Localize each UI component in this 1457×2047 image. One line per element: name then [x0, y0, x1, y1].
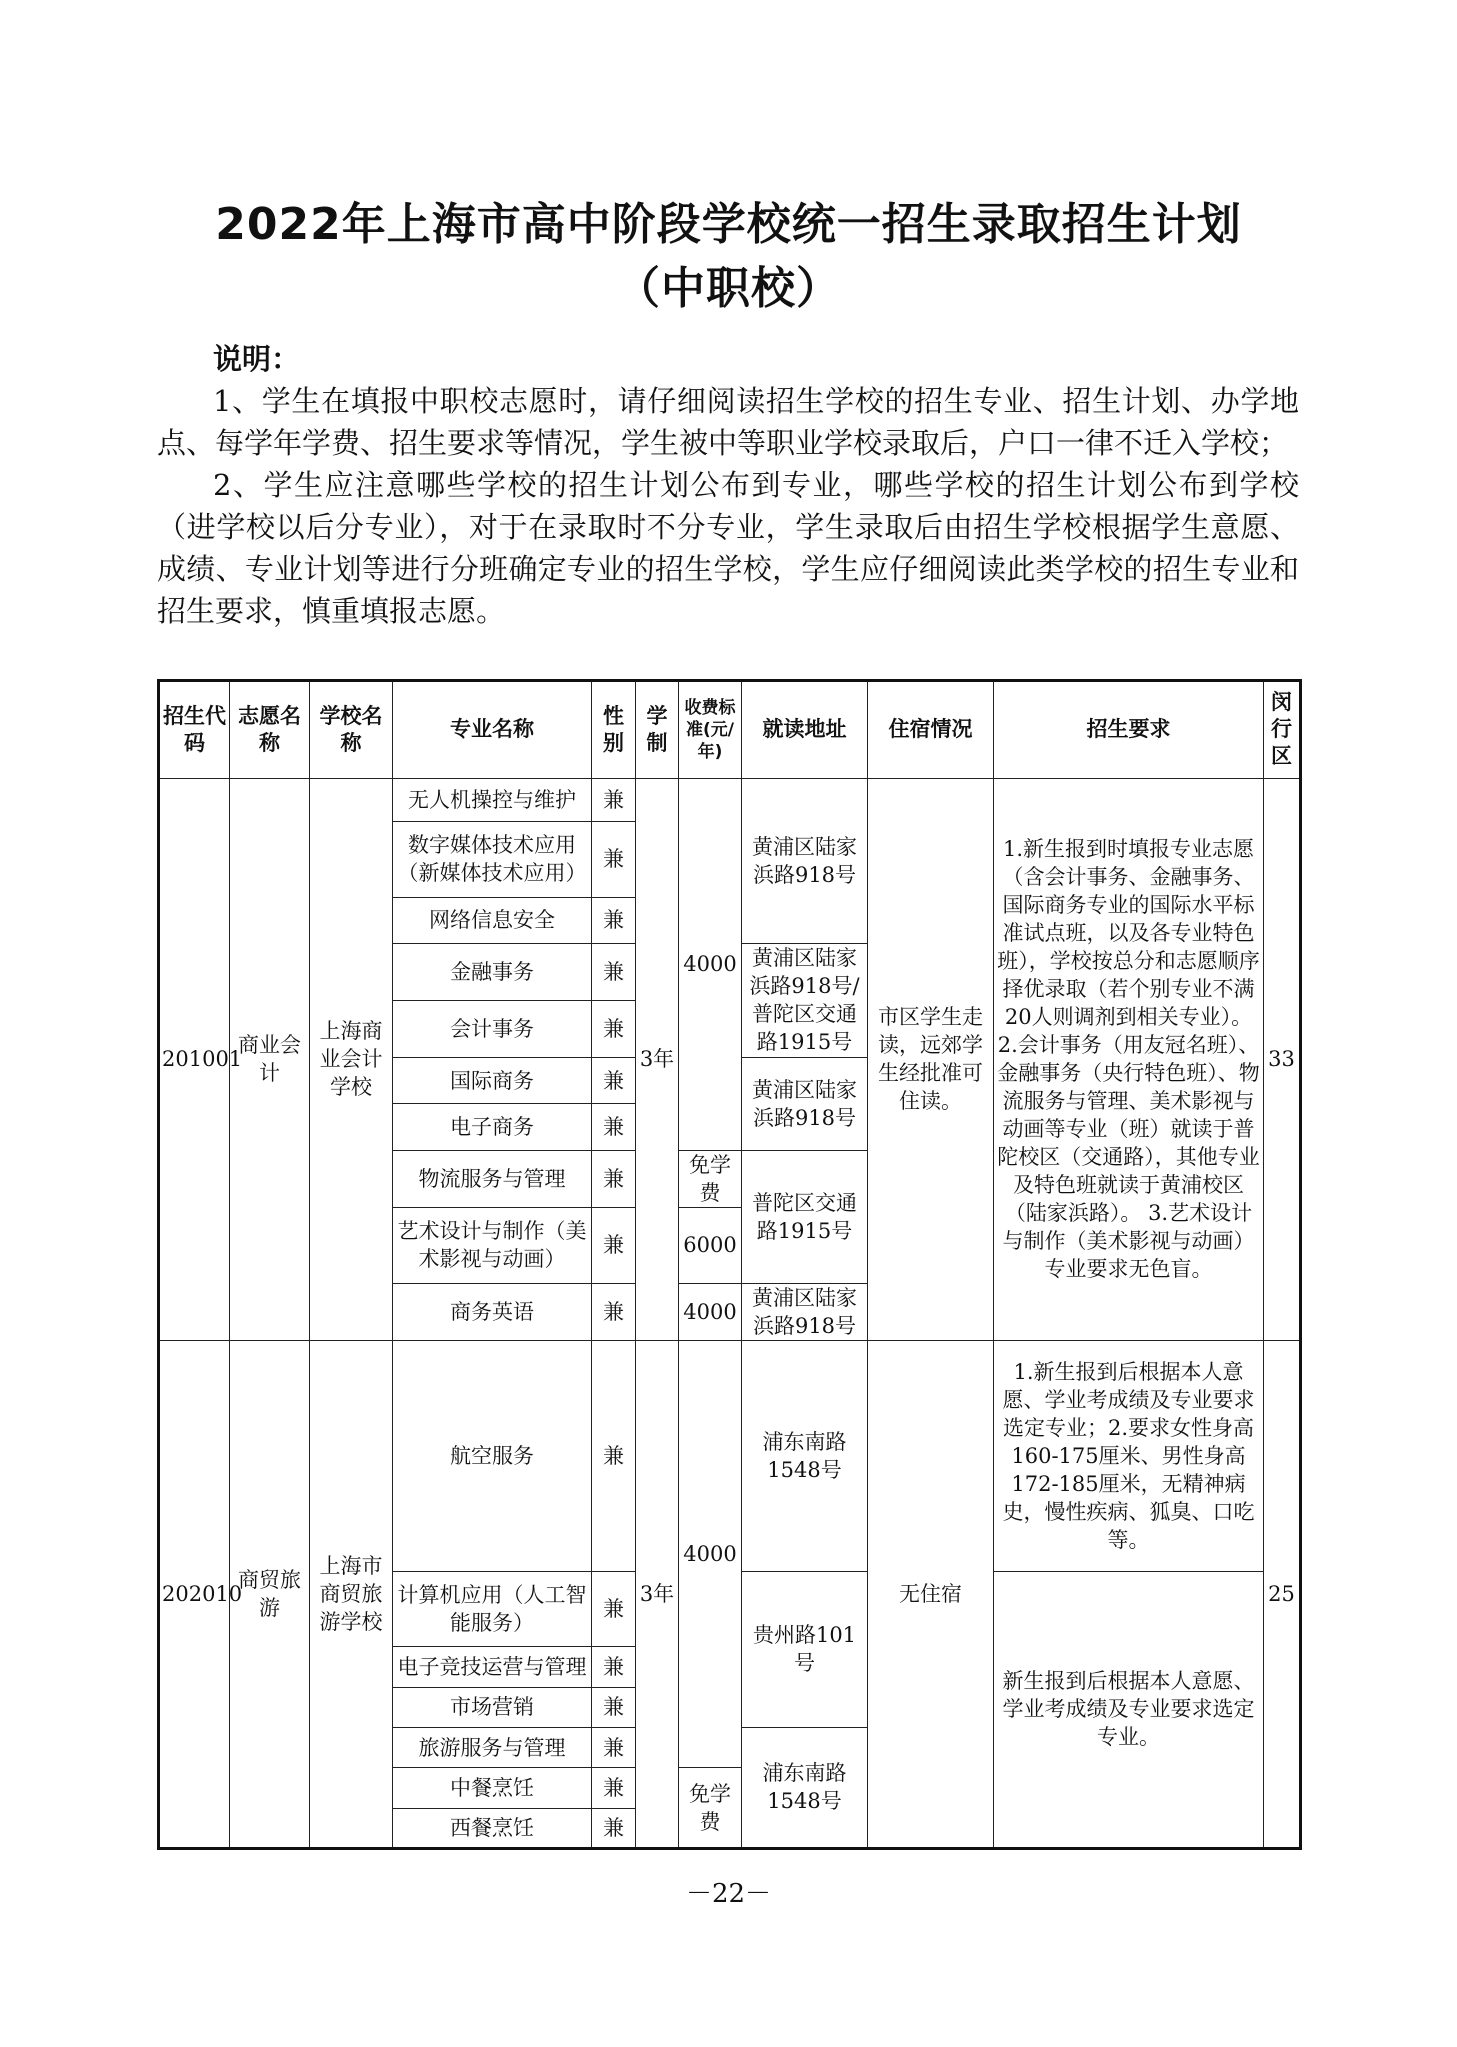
- table-row: [159, 1341, 1301, 1572]
- major-gender: 兼: [592, 1571, 636, 1647]
- school1-name: 上海商业会计学校: [310, 778, 393, 1340]
- major-name: 艺术设计与制作（美术影视与动画）: [393, 1208, 592, 1284]
- enrollment-plan-table: [157, 679, 1302, 1850]
- school2-lodging: 无住宿: [868, 1341, 994, 1849]
- major-gender: 兼: [592, 1104, 636, 1150]
- header-school: 学校名称: [310, 681, 393, 779]
- school1-fee-2: 免学费: [679, 1150, 742, 1207]
- school1-pref: 商业会计: [230, 778, 310, 1340]
- school2-address-1: 浦东南路1548号: [742, 1341, 868, 1572]
- school2-requirements-1: 1.新生报到后根据本人意愿、学业考成绩及专业要求选定专业；2.要求女性身高160-175厘米、男性身高172-185厘米，无精神病史，慢性疾病、狐臭、口吃等。: [994, 1341, 1264, 1572]
- school2-pref: 商贸旅游: [230, 1341, 310, 1849]
- school2-code: 202010: [159, 1341, 230, 1849]
- note-item-2: 2、学生应注意哪些学校的招生计划公布到专业，哪些学校的招生计划公布到学校（进学校以后分专业），对于在录取时不分专业，学生录取后由招生学校根据学生意愿、成绩、专业计划等进行分班确定专业的招生学校，学生应仔细阅读此类学校的招生专业和招生要求，慎重填报志愿。: [157, 468, 1299, 628]
- school1-code: 201001: [159, 778, 230, 1340]
- major-gender: 兼: [592, 822, 636, 898]
- school2-duration: 3年: [636, 1341, 679, 1849]
- school2-requirements-2: 新生报到后根据本人意愿、学业考成绩及专业要求选定专业。: [994, 1571, 1264, 1848]
- major-name: 网络信息安全: [393, 897, 592, 943]
- school2-name: 上海市商贸旅游学校: [310, 1341, 393, 1849]
- major-gender: 兼: [592, 1000, 636, 1057]
- major-gender: 兼: [592, 1687, 636, 1727]
- major-name: 商务英语: [393, 1283, 592, 1340]
- major-gender: 兼: [592, 1150, 636, 1207]
- school2-address-3: 浦东南路1548号: [742, 1727, 868, 1848]
- school1-fee-4: 4000: [679, 1283, 742, 1340]
- major-gender: 兼: [592, 1808, 636, 1848]
- major-name: 中餐烹饪: [393, 1768, 592, 1808]
- header-code: 招生代码: [159, 681, 230, 779]
- header-pref: 志愿名称: [230, 681, 310, 779]
- school1-address-2: 黄浦区陆家浜路918号/普陀区交通路1915号: [742, 944, 868, 1058]
- school2-fee-1: 4000: [679, 1341, 742, 1768]
- major-name: 金融事务: [393, 944, 592, 1001]
- major-name: 市场营销: [393, 1687, 592, 1727]
- major-name: 无人机操控与维护: [393, 778, 592, 821]
- header-major: 专业名称: [393, 681, 592, 779]
- school1-address-3: 黄浦区陆家浜路918号: [742, 1057, 868, 1150]
- major-name: 物流服务与管理: [393, 1150, 592, 1207]
- major-gender: 兼: [592, 1727, 636, 1767]
- page-number: －22－: [685, 1879, 772, 1909]
- school1-minhang: 33: [1264, 778, 1301, 1340]
- school1-requirements: 1.新生报到时填报专业志愿（含会计事务、金融事务、国际商务专业的国际水平标准试点班，以及各专业特色班），学校按总分和志愿顺序择优录取（若个别专业不满20人则调剂到相关专业）。 2.会计事务（用友冠名班）、金融事务（央行特色班）、物流服务与管理、美术影视与动画等专业（班）就读于普陀校区（交通路），其他专业及特色班就读于黄浦校区（陆家浜路）。 3.艺术设计与制作（美术影视与动画）专业要求无色盲。: [994, 778, 1264, 1340]
- major-gender: 兼: [592, 944, 636, 1001]
- school1-lodging: 市区学生走读，远郊学生经批准可住读。: [868, 778, 994, 1340]
- school1-address-4: 普陀区交通路1915号: [742, 1150, 868, 1283]
- major-gender: 兼: [592, 1647, 636, 1687]
- major-name: 数字媒体技术应用（新媒体技术应用）: [393, 822, 592, 898]
- major-name: 电子商务: [393, 1104, 592, 1150]
- header-gender: 性别: [592, 681, 636, 779]
- note-item-1: 1、学生在填报中职校志愿时，请仔细阅读招生学校的招生专业、招生计划、办学地点、每学年学费、招生要求等情况，学生被中等职业学校录取后，户口一律不迁入学校；: [157, 384, 1299, 460]
- header-req: 招生要求: [994, 681, 1264, 779]
- notes: [157, 338, 1299, 632]
- major-name: 西餐烹饪: [393, 1808, 592, 1848]
- major-gender: 兼: [592, 897, 636, 943]
- header-minhang: 闵行区: [1264, 681, 1301, 779]
- major-name: 国际商务: [393, 1057, 592, 1103]
- school1-address-1: 黄浦区陆家浜路918号: [742, 778, 868, 943]
- table-row: [159, 778, 1301, 821]
- school1-fee-1: 4000: [679, 778, 742, 1150]
- header-fee: 收费标准(元/年): [679, 681, 742, 779]
- notes-label: 说明：: [213, 342, 301, 376]
- major-name: 航空服务: [393, 1341, 592, 1572]
- major-name: 旅游服务与管理: [393, 1727, 592, 1767]
- major-gender: 兼: [592, 1057, 636, 1103]
- table-header-row: [159, 681, 1301, 779]
- school1-duration: 3年: [636, 778, 679, 1340]
- school2-fee-2: 免学费: [679, 1768, 742, 1849]
- school1-address-5: 黄浦区陆家浜路918号: [742, 1283, 868, 1340]
- header-lodging: 住宿情况: [868, 681, 994, 779]
- major-gender: 兼: [592, 1283, 636, 1340]
- page-subtitle: （中职校）: [616, 263, 841, 314]
- header-duration: 学制: [636, 681, 679, 779]
- major-gender: 兼: [592, 1768, 636, 1808]
- school2-address-2: 贵州路101号: [742, 1571, 868, 1727]
- header-address: 就读地址: [742, 681, 868, 779]
- school2-minhang: 25: [1264, 1341, 1301, 1849]
- school1-fee-3: 6000: [679, 1208, 742, 1284]
- major-name: 会计事务: [393, 1000, 592, 1057]
- page-title: 2022年上海市高中阶段学校统一招生录取招生计划: [215, 199, 1242, 250]
- major-name: 电子竞技运营与管理: [393, 1647, 592, 1687]
- major-gender: 兼: [592, 1208, 636, 1284]
- major-gender: 兼: [592, 778, 636, 821]
- major-name: 计算机应用（人工智能服务）: [393, 1571, 592, 1647]
- major-gender: 兼: [592, 1341, 636, 1572]
